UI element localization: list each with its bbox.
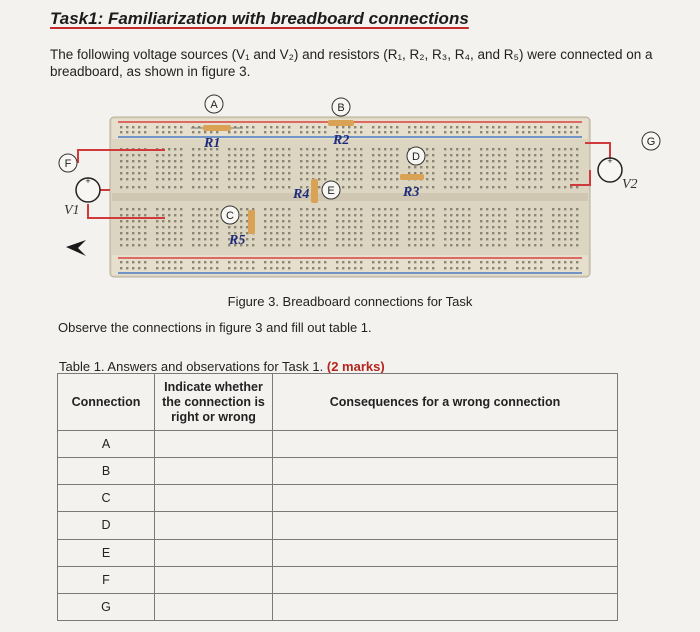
point-c: C <box>226 210 234 222</box>
right-or-wrong-cell[interactable] <box>155 485 273 512</box>
point-a: A <box>210 99 218 111</box>
connection-cell: E <box>58 539 155 566</box>
source-v1-symbol <box>76 176 100 202</box>
table-caption <box>59 359 385 374</box>
figure-caption: Figure 3. Breadboard connections for Task <box>227 294 473 309</box>
point-f: F <box>64 158 72 170</box>
right-or-wrong-cell[interactable] <box>155 566 273 593</box>
svg-text:+: + <box>607 156 613 166</box>
table-row <box>58 458 618 485</box>
right-or-wrong-cell[interactable] <box>155 512 273 539</box>
resistor-r5-part <box>248 210 255 234</box>
intro-paragraph: The following voltage sources (V₁ and V₂) and resistors (R₁, R₂, R₃, R₄, and R₅) were connected on a breadboard, as shown in figure 3. <box>50 47 653 79</box>
table-caption-text: Table 1. Answers and observations for Task 1. <box>59 359 324 374</box>
label-v2: V2 <box>622 177 638 192</box>
header-connection: Connection <box>58 374 155 431</box>
point-e: E <box>327 185 335 197</box>
right-or-wrong-cell[interactable] <box>155 593 273 620</box>
table-row <box>58 431 618 458</box>
svg-text:+: + <box>85 176 91 186</box>
consequence-cell[interactable] <box>273 485 618 512</box>
center-channel <box>112 193 588 201</box>
cursor-icon <box>66 240 86 256</box>
table-body <box>58 431 618 621</box>
connection-cell: D <box>58 512 155 539</box>
right-or-wrong-cell[interactable] <box>155 539 273 566</box>
resistor-r2-part <box>328 120 354 126</box>
label-v1: V1 <box>64 203 80 218</box>
label-r4: R4 <box>293 187 310 202</box>
resistor-r3-part <box>400 174 424 180</box>
header-consequences: Consequences for a wrong connection <box>273 374 618 431</box>
consequence-cell[interactable] <box>273 593 618 620</box>
consequence-cell[interactable] <box>273 512 618 539</box>
resistor-r4-part <box>311 179 318 203</box>
right-or-wrong-cell[interactable] <box>155 431 273 458</box>
point-b: B <box>337 102 345 114</box>
point-g: G <box>646 136 656 148</box>
point-d: D <box>412 151 420 163</box>
consequence-cell[interactable] <box>273 566 618 593</box>
label-r1: R1 <box>204 136 221 151</box>
label-r2: R2 <box>333 133 350 148</box>
instruction-text: Observe the connections in figure 3 and fill out table 1. <box>58 320 372 335</box>
consequence-cell[interactable] <box>273 539 618 566</box>
task-title: Task1: Familiarization with breadboard connections <box>50 9 469 28</box>
connection-cell: C <box>58 485 155 512</box>
header-right-or-wrong: Indicate whether the connection is right or wrong <box>155 374 273 431</box>
consequence-cell[interactable] <box>273 431 618 458</box>
connection-cell: A <box>58 431 155 458</box>
consequence-cell[interactable] <box>273 458 618 485</box>
label-r5: R5 <box>229 233 246 248</box>
table-row <box>58 485 618 512</box>
connection-cell: B <box>58 458 155 485</box>
table-row <box>58 539 618 566</box>
marks-badge: (2 marks) <box>326 359 385 374</box>
table-row <box>58 593 618 620</box>
label-r3: R3 <box>403 185 420 200</box>
table-row <box>58 512 618 539</box>
connection-cell: F <box>58 566 155 593</box>
table-row <box>58 566 618 593</box>
right-or-wrong-cell[interactable] <box>155 458 273 485</box>
answers-table <box>57 373 618 621</box>
breadboard-figure <box>0 90 700 290</box>
source-v2-symbol <box>598 156 622 182</box>
connection-cell: G <box>58 593 155 620</box>
